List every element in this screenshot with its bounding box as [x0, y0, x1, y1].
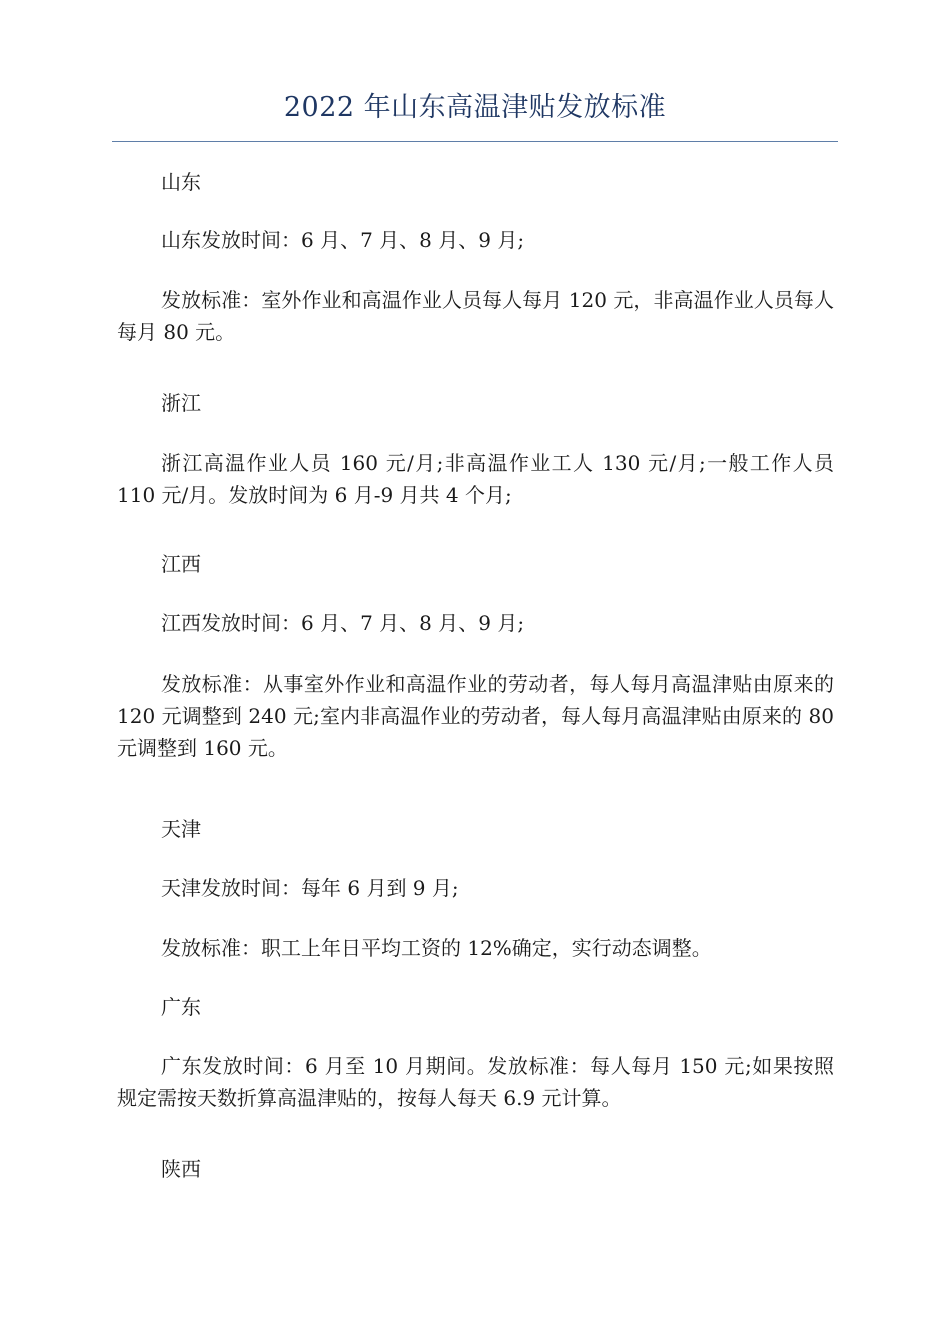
paragraph: 广东发放时间：6 月至 10 月期间。发放标准：每人每月 150 元;如果按照规定需按天数折算高温津贴的，按每人每天 6.9 元计算。 — [117, 1054, 834, 1110]
paragraph: 山东发放时间：6 月、7 月、8 月、9 月; — [161, 228, 525, 252]
paragraph: 发放标准：职工上年日平均工资的 12%确定，实行动态调整。 — [161, 936, 712, 960]
paragraph: 发放标准：室外作业和高温作业人员每人每月 120 元，非高温作业人员每人每月 80 元。 — [117, 288, 834, 344]
page-title: 2022 年山东高温津贴发放标准 — [283, 92, 667, 123]
section-heading-shandong: 山东 — [161, 170, 201, 194]
paragraph: 天津发放时间：每年 6 月到 9 月; — [161, 876, 459, 900]
section-heading-jiangxi: 江西 — [161, 552, 201, 576]
section-heading-tianjin: 天津 — [161, 817, 201, 841]
paragraph: 江西发放时间：6 月、7 月、8 月、9 月; — [161, 611, 525, 635]
paragraph: 发放标准：从事室外作业和高温作业的劳动者，每人每月高温津贴由原来的 120 元调整到 240 元;室内非高温作业的劳动者，每人每月高温津贴由原来的 80 元调整到 160 元。 — [117, 672, 834, 760]
paragraph: 浙江高温作业人员 160 元/月;非高温作业工人 130 元/月;一般工作人员 110 元/月。发放时间为 6 月-9 月共 4 个月; — [117, 451, 834, 507]
section-heading-zhejiang: 浙江 — [161, 391, 201, 415]
section-heading-shaanxi: 陕西 — [161, 1157, 201, 1181]
title-divider — [112, 141, 838, 142]
section-heading-guangdong: 广东 — [161, 995, 201, 1019]
